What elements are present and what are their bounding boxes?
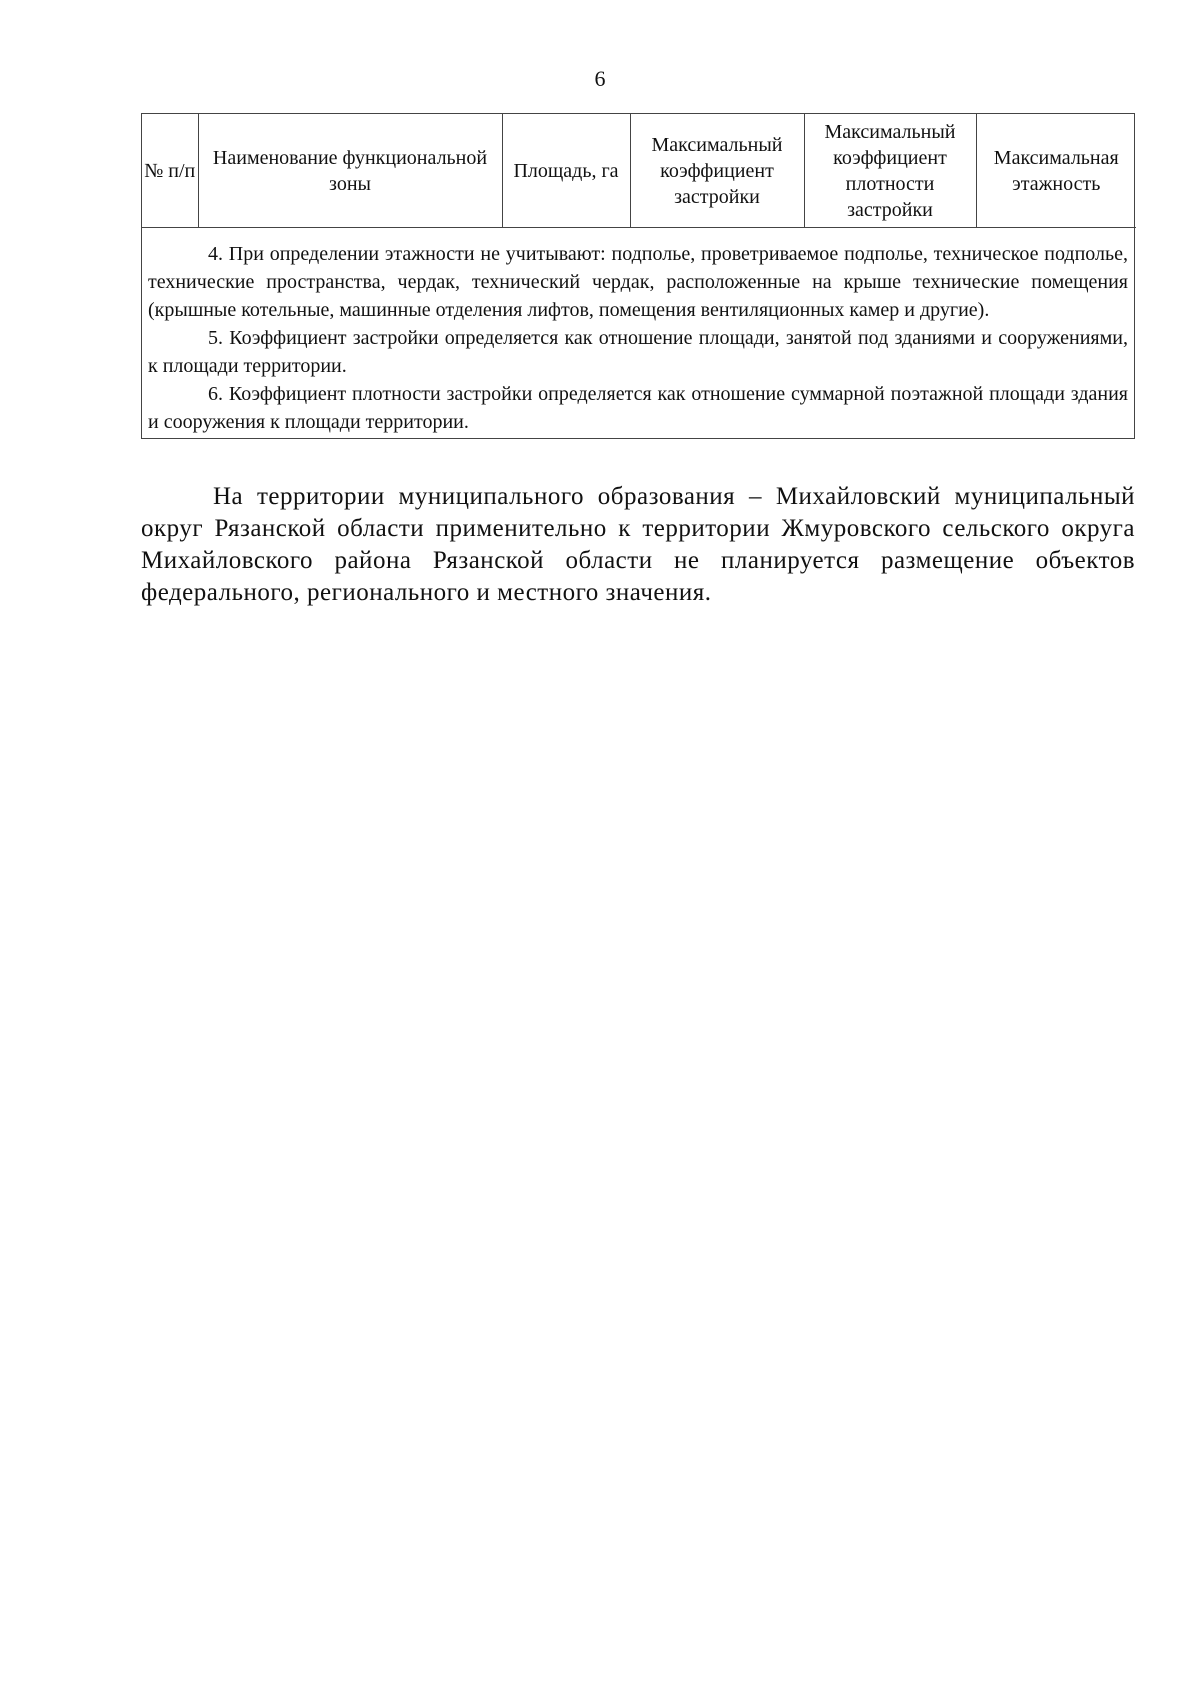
header-max-floors: Максимальная этажность (976, 114, 1136, 228)
table-notes (142, 228, 1134, 438)
note-building-coefficient: 5. Коэффициент застройки определяется как отношение площади, занятой под зданиями и сооружениями, к площади территории. (148, 327, 1128, 377)
note-floors: 4. При определении этажности не учитывают: подполье, проветриваемое подполье, техническое подполье, технические пространства, чердак, технический чердак, расположенные на крыше технические помещения (крышные котельные, машинные отделения лифтов, помещения вентиляционных камер и другие). (148, 243, 1128, 321)
page-number: 6 (594, 66, 606, 91)
header-max-building-coefficient: Максимальный коэффициент застройки (630, 114, 804, 228)
zones-table (141, 113, 1135, 439)
body-text: На территории муниципального образования – Михайловский муниципальный округ Рязанской области применительно к территории Жмуровского сельского округа Михайловского района Рязанской области не планируется размещение объектов федерального, регионального и местного значения. (141, 483, 1135, 606)
table-header (142, 114, 1136, 228)
header-area: Площадь, га (502, 114, 630, 228)
main-paragraph (141, 481, 1135, 609)
header-zone-name: Наименование функциональной зоны (198, 114, 502, 228)
note-density-coefficient: 6. Коэффициент плотности застройки определяется как отношение суммарной поэтажной площади здания и сооружения к площади территории. (148, 383, 1128, 433)
header-max-density-coefficient: Максимальный коэффициент плотности застройки (804, 114, 976, 228)
header-number: № п/п (142, 114, 198, 228)
